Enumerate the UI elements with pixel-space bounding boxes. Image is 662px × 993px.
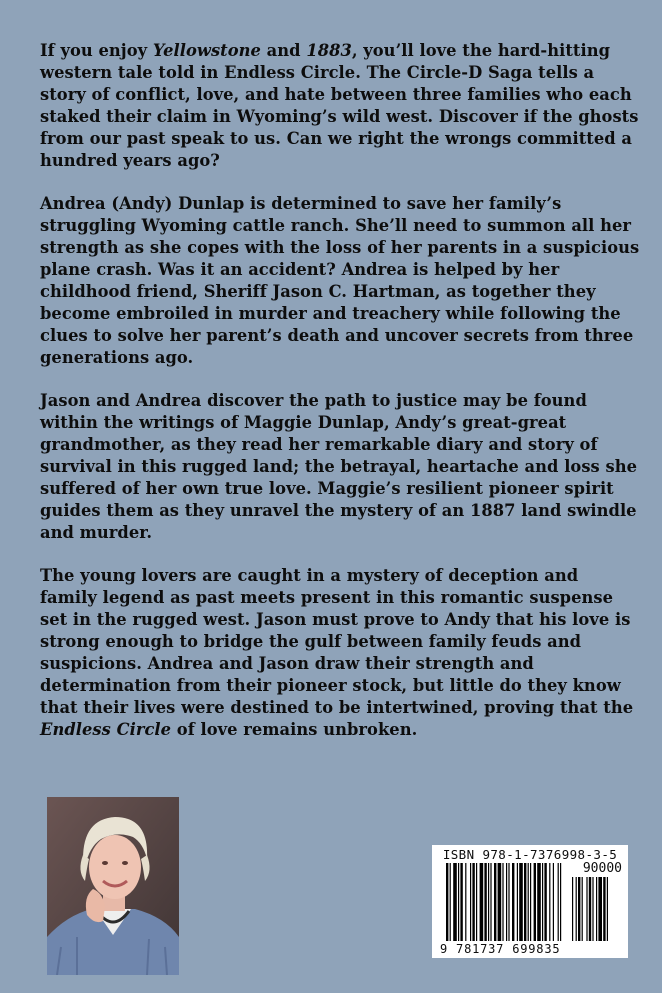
barcode-bars — [446, 863, 618, 943]
blurb-paragraph-2: Andrea (Andy) Dunlap is determined to save her family’s struggling Wyoming cattle ranch. She’ll need to summon all her strength as she copes with the loss of her parents in a suspicious plane crash. Was it an accident? Andrea is helped by her childhood friend, Sheriff Jason C. Hartman, as together they become embroiled in murder and treachery while following the clues to solve her parent’s death and uncover secrets from three generations ago. — [40, 194, 640, 367]
isbn-barcode — [432, 845, 628, 958]
show-title-yellowstone: Yellowstone — [152, 41, 261, 60]
back-cover-blurb — [40, 40, 640, 762]
book-title-endless-circle: Endless Circle — [40, 720, 172, 739]
blurb-paragraph-3: Jason and Andrea discover the path to justice may be found within the writings of Maggie Dunlap, Andy’s great-great grandmother, as they read her remarkable diary and story of survival in this rugged land; the betrayal, heartache and loss she suffered of her own true love. Maggie’s resilient pioneer spirit guides them as they unravel the mystery of an 1887 land swindle and murder. — [40, 391, 638, 542]
blurb-text: The young lovers are caught in a mystery of deception and family legend as past meets present in this romantic suspense set in the rugged west. Jason must prove to Andy that his love is strong enough to bridge the gulf between family feuds and suspicions. Andrea and Jason draw their strength and determination from their pioneer stock, but little do they know that their lives were destined to be intertwined, proving that the — [40, 566, 634, 717]
barcode-digits: 9 781737 699835 — [440, 942, 561, 956]
show-title-1883: 1883 — [306, 41, 352, 60]
blurb-paragraph-1 — [40, 40, 640, 172]
blurb-text: , you’ll love the hard-hitting western tale told in Endless Circle. The Circle-D Saga tells a story of conflict, love, and hate between three families who each staked their claim in Wyoming’s wild west. Discover if the ghosts from our past speak to us. Can we right the wrongs committed a hundred years ago? — [40, 41, 639, 170]
price-code: 90000 — [582, 861, 622, 876]
blurb-text: If you enjoy — [40, 41, 153, 60]
isbn-number: ISBN 978-1-7376998-3-5 — [442, 847, 618, 862]
author-photo — [47, 797, 179, 975]
blurb-text: of love remains unbroken. — [171, 720, 418, 739]
blurb-text: and — [260, 41, 307, 60]
blurb-paragraph-4 — [40, 565, 640, 741]
